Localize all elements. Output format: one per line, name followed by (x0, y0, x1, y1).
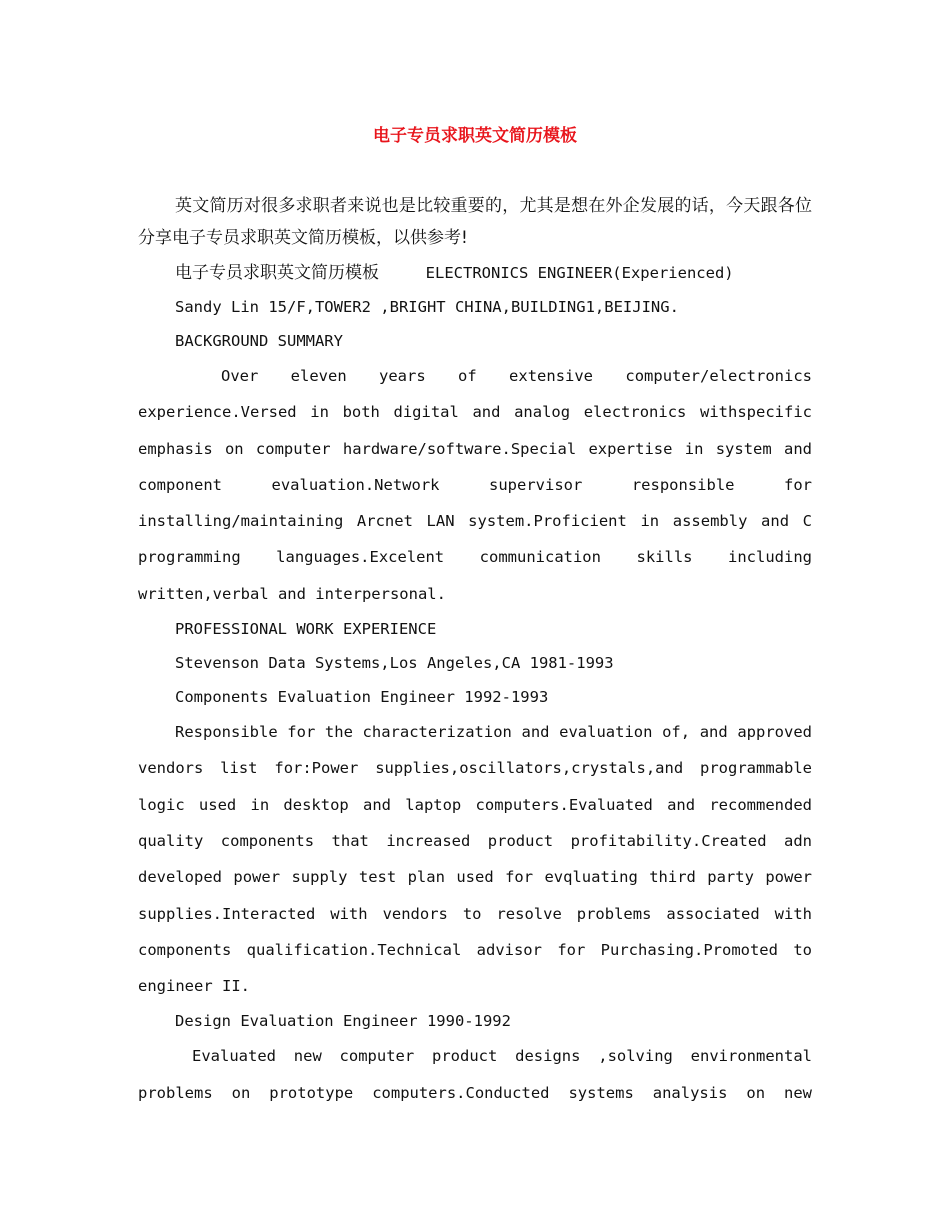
background-line: experience.Versed in both digital and analog electronics withspecific (138, 403, 812, 422)
job1-paragraph (138, 714, 812, 1004)
background-line: programming languages.Excelent communication skills including (138, 548, 812, 567)
address-line: Sandy Lin 15/F,TOWER2 ,BRIGHT CHINA,BUILDING1,BEIJING. (175, 298, 679, 316)
job2-line: problems on prototype computers.Conducted systems analysis on new (138, 1083, 812, 1102)
job1-line: vendors list for:Power supplies,oscillators,crystals,and programmable (138, 759, 812, 778)
work-heading: PROFESSIONAL WORK EXPERIENCE (175, 620, 437, 639)
job1-title: Components Evaluation Engineer 1992-1993 (175, 688, 549, 707)
background-line: Over eleven years of extensive computer/electronics (221, 367, 812, 385)
job1-line: Responsible for the characterization and evaluation of, and approved (175, 723, 812, 742)
employer-line: Stevenson Data Systems,Los Angeles,CA 1981-1993 (175, 654, 614, 673)
background-line: written,verbal and interpersonal. (138, 584, 446, 603)
background-line: emphasis on computer hardware/software.Special expertise in system and (138, 439, 812, 458)
job1-line: components qualification.Technical advisor for Purchasing.Promoted to (138, 940, 812, 959)
job1-line: supplies.Interacted with vendors to resolve problems associated with (138, 904, 812, 923)
heading-line-en: ELECTRONICS ENGINEER(Experienced) (425, 264, 734, 282)
job1-line: quality components that increased product profitability.Created adn (138, 831, 812, 850)
job2-paragraph (138, 1038, 812, 1111)
job1-line: logic used in desktop and laptop computers.Evaluated and recommended (138, 795, 812, 814)
job1-line: engineer II. (138, 977, 250, 996)
heading-line (138, 256, 812, 290)
document-body (138, 190, 812, 1111)
intro-paragraph: 英文简历对很多求职者来说也是比较重要的，尤其是想在外企发展的话，今天跟各位分享电子专员求职英文简历模板，以供参考! (138, 196, 812, 248)
job2-line: Evaluated new computer product designs ,solving environmental (192, 1047, 812, 1066)
heading-line-cn: 电子专员求职英文简历模板 (175, 263, 379, 283)
page-title: 电子专员求职英文简历模板 (373, 126, 577, 146)
background-paragraph (138, 358, 812, 612)
background-line: component evaluation.Network supervisor responsible for (138, 475, 812, 494)
background-heading: BACKGROUND SUMMARY (175, 332, 343, 350)
job1-line: developed power supply test plan used for evqluating third party power (138, 868, 812, 887)
background-line: installing/maintaining Arcnet LAN system.Proficient in assembly and C (138, 512, 812, 531)
job2-title: Design Evaluation Engineer 1990-1992 (175, 1012, 511, 1031)
